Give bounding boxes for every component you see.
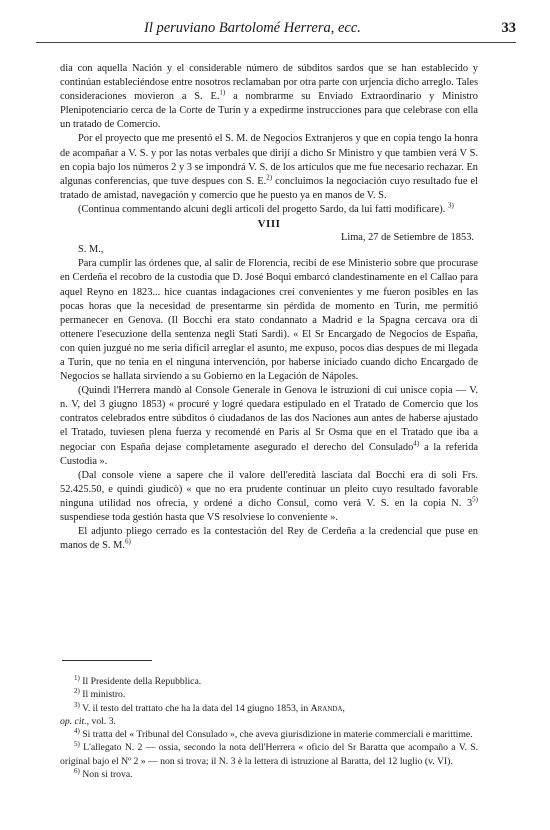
footnote-rule: [62, 660, 152, 661]
footnote: [60, 741, 478, 768]
page-number: 33: [501, 20, 516, 36]
header-rule: [36, 42, 516, 43]
paragraph-text: (Dal console viene a sapere che il valore dell'eredità lasciata dal Bocchi era di soli Frs. 52.425.50, e quindi giudicò) « que no era prudente continuar un pleito cuyo resultado favorable ninguna utilidad nos ofrecia, y ordené a dicho Consul, como verá V. S. en la copia N. 3: [60, 469, 478, 509]
footnote-citation: op. cit.,: [60, 715, 90, 727]
paragraph-text: Por el proyecto que me presentó el S. M. de Negocios Extranjeros y que en copia tengo la honra de acompañar a V. S. y por las notas verbales que dirijí a dicho Sr Ministro y que tambien verá V S. en copia bajo los números 2 y 3 se impondrá V. S. de los artículos que me fue necesario rechazar. En algunas conferencias, que tuve despues con S. E.: [60, 133, 478, 187]
footnote: [60, 675, 478, 688]
footnote-text: Si tratta del « Tribunal del Consulado », che aveva giurisdizione in materie commerciali e marittime.: [82, 729, 473, 741]
footnote: [60, 728, 478, 741]
paragraph: [60, 525, 478, 553]
footnote-number: 2): [74, 687, 80, 696]
paragraph-text: concluimos la negociación cuyo resultado fue el tratado de amistad, navegación y comercio que he puesto ya en manos de V. S.: [60, 175, 478, 201]
section-heading: VIII: [257, 218, 281, 231]
footnote-author: Aranda,: [310, 702, 345, 714]
paragraph: [60, 203, 478, 217]
paragraph-text: dia con aquella Nación y el considerable número de súbditos sardos que se han establecido y continúan estableciéndose entre nosotros reclamaban por otra parte con urjencia dicho arreglo. Tales consideraciones movieron a S. E.: [60, 63, 478, 103]
footnote-ref: 2): [266, 173, 273, 182]
paragraph-text: suspendiese toda gestión hasta que VS resolviese lo conveniente ».: [60, 512, 338, 523]
paragraph: [60, 469, 478, 525]
footnote-ref: 6): [124, 537, 131, 546]
footnote-number: 4): [74, 726, 80, 735]
salutation: S. M.,: [78, 244, 104, 256]
paragraph-text: (Quindi l'Herrera mandò al Console Generale in Genova le istruzioni di cui unisce copia — V. n. V, del 3 giugno 1853) « procuré y logré quedara estipulado en el Tratado de Comercio que los contratos celebrados entre súbditos ó ciudadanos de las dos Naciones aun antes de haberse ajustado el Tratado, tuviesen plena fuerza y recomendé en Paris al Sr Osma que en el Tratado que iba a negociar con España dejase completamente asegurado el derecho del Consulado: [60, 385, 478, 453]
footnote-text: L'allegato N. 2 — ossia, secondo la nota dell'Herrera « oficio del Sr Baratta que acompaño a V. S. original bajo el Nº 2 » — non si trova; il N. 3 è la lettera di istruzione al Baratta, del 12 luglio (v. VI).: [60, 742, 479, 767]
footnote-text: Non si trova.: [82, 769, 133, 781]
footnote-ref: 1): [219, 88, 226, 97]
paragraph-text: El adjunto pliego cerrado es la contestación del Rey de Cerdeña a la credencial que puse en manos de S. M.: [60, 526, 478, 552]
main-text: [60, 62, 478, 553]
paragraph-text: a la referida Custodia ».: [60, 441, 479, 467]
footnote-ref: 4): [413, 439, 420, 448]
paragraph-text: Para cumplir las órdenes que, al salir de Florencia, recibí de ese Ministerio sobre que procurase en Cerdeña el recobro de la custodia que D. José Boqui embarcó clandestinamente en el Callao para aquel Reyno en 1823... hice cuantas indagaciones creí convenientes y me fueron posibles en las pocas horas que la necesidad de presentarme sin pérdida de momento en Turin, me permitió permanecer en Genova. (Il Bocchi era stato condannato a Madrid e la Spagna cercava ora di ottenere l'esecuzione della sentenza negli Stati Sardi). « El Sr Encargado de Negocios de España, con quien juzgué no me seria difícil arreglar el asunto, me expuso, pocos dias despues de mi llegada a Turin, que no tenia en el ninguna intervención, por haberse iniciado cuando dicho Encargado de Negocios se hallata sirviendo a su Gobierno en la Legación de Nápoles.: [60, 258, 478, 383]
paragraph-text: (Continua commentando alcuni degli articoli del progetto Sardo, da lui fatti modificare).: [78, 203, 446, 215]
paragraph: [60, 257, 478, 384]
dateline: Lima, 27 de Setiembre de 1853.: [340, 232, 474, 244]
footnote-number: 3): [74, 700, 80, 709]
footnote-text: Il ministro.: [82, 689, 126, 701]
footnote: [60, 702, 478, 729]
paragraph-text: a nombrarme su Enviado Extraordinario y Ministro Plenipotenciario cerca de la Corte de Turin y a expedirme instrucciones para que celebrase con ella un tratado de Comercio.: [60, 91, 478, 131]
footnote-ref: 5): [472, 495, 478, 504]
footnote-text: Il Presidente della Repubblica.: [82, 676, 202, 687]
footnote: [60, 688, 478, 701]
running-title: Il peruviano Bartolomé Herrera, ecc.: [144, 20, 361, 36]
paragraph: [60, 132, 478, 202]
footnote-ref: 3): [447, 201, 454, 210]
running-head: [36, 20, 516, 40]
footnote-number: 5): [74, 740, 80, 749]
footnote: [60, 768, 478, 781]
footnote-text: vol. 3.: [91, 715, 116, 727]
footnote-text: V. il testo del trattato che ha la data del 14 giugno 1853, in: [82, 702, 309, 714]
footnote-number: 1): [74, 673, 80, 682]
footnote-number: 6): [74, 766, 80, 775]
paragraph: [60, 384, 478, 469]
footnotes: [60, 675, 478, 781]
paragraph: [60, 62, 478, 132]
